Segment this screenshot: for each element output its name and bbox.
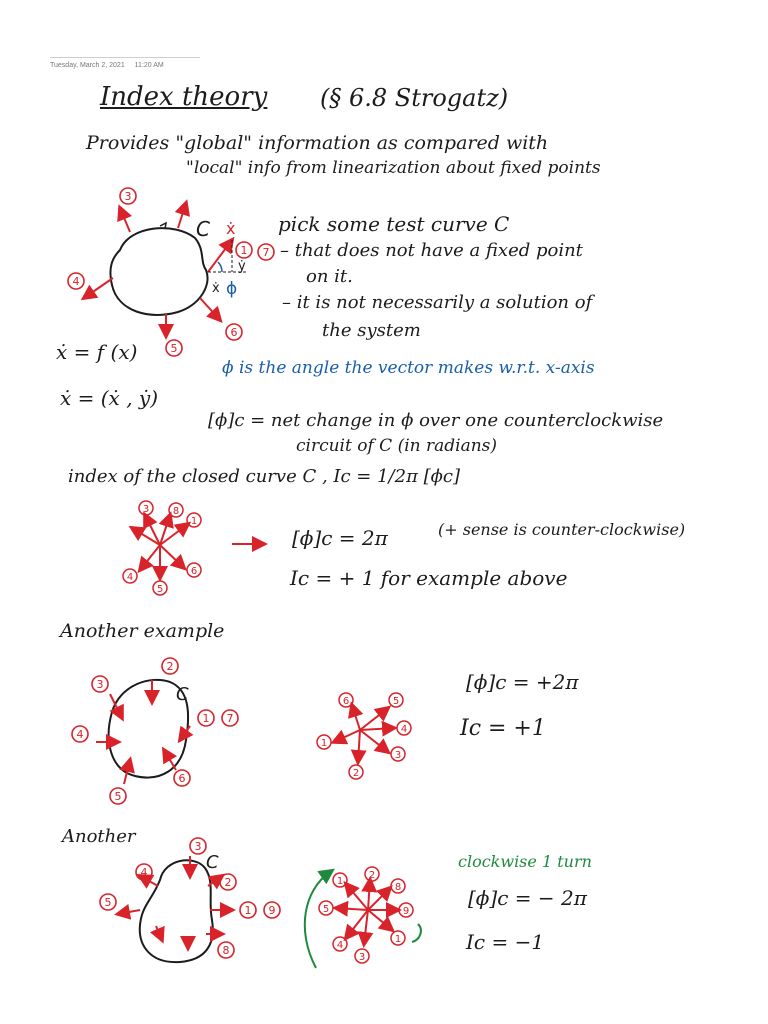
not-solution-text: – it is not necessarily a solution of <box>282 292 593 313</box>
circled-number <box>365 867 379 881</box>
svg-text:1: 1 <box>244 904 252 917</box>
circled-number <box>333 937 347 951</box>
page-title: Index theory <box>100 82 268 112</box>
circled-number <box>123 569 137 583</box>
circled-number <box>166 340 182 356</box>
circled-number <box>136 864 152 880</box>
circled-number <box>153 581 167 595</box>
vector-arrow <box>200 298 220 320</box>
svg-text:4: 4 <box>400 724 408 735</box>
phi-angle-arc <box>218 262 222 272</box>
svg-text:2: 2 <box>352 768 360 779</box>
svg-text:6: 6 <box>342 696 350 707</box>
circled-number <box>389 693 403 707</box>
vector-arrow <box>120 208 130 232</box>
page-date: Tuesday, March 2, 2021 <box>50 62 125 69</box>
svg-text:3: 3 <box>96 678 104 691</box>
vector-star-2 <box>317 693 411 779</box>
circled-number <box>68 273 84 289</box>
circled-number <box>174 770 190 786</box>
svg-text:1: 1 <box>394 934 402 945</box>
svg-text:5: 5 <box>156 584 164 595</box>
circled-number <box>187 563 201 577</box>
svg-text:3: 3 <box>194 840 202 853</box>
svg-text:2: 2 <box>224 876 232 889</box>
svg-text:6: 6 <box>178 772 186 785</box>
svg-text:5: 5 <box>104 896 112 909</box>
svg-text:5: 5 <box>114 790 122 803</box>
svg-text:7: 7 <box>226 712 234 725</box>
circled-number <box>226 324 242 340</box>
curve-diagram-1 <box>68 188 274 356</box>
curve-diagram-2 <box>72 658 238 804</box>
circled-number <box>391 879 405 893</box>
clockwise-tick <box>412 924 421 942</box>
circled-number <box>72 726 88 742</box>
circled-number <box>162 658 178 674</box>
svg-text:2: 2 <box>166 660 174 673</box>
svg-text:4: 4 <box>336 940 344 951</box>
circled-number <box>264 902 280 918</box>
curve-label-c: C <box>176 684 189 705</box>
circled-number <box>169 503 183 517</box>
svg-text:1: 1 <box>190 516 198 527</box>
svg-text:4: 4 <box>72 275 80 288</box>
xdot-small-label: ẋ <box>212 281 220 296</box>
svg-text:5: 5 <box>392 696 400 707</box>
vector-star-3 <box>305 867 421 968</box>
svg-text:1: 1 <box>320 738 328 749</box>
circled-number <box>319 901 333 915</box>
circled-number <box>258 244 274 260</box>
svg-text:3: 3 <box>124 190 132 203</box>
circled-number <box>339 693 353 707</box>
circled-number <box>391 931 405 945</box>
curve-label-c: C <box>206 852 219 873</box>
circled-number <box>190 838 206 854</box>
circled-number <box>236 242 252 258</box>
another-example-heading: Another example <box>60 620 225 642</box>
circled-number <box>399 903 413 917</box>
phi-definition: ϕ is the angle the vector makes w.r.t. x-axis <box>222 358 595 378</box>
pick-curve-text: pick some test curve C <box>278 212 510 236</box>
system-equation: ẋ = f (x) <box>56 340 138 364</box>
page-time: 11:20 AM <box>134 62 164 69</box>
example3-result: [ϕ]c = − 2π <box>468 886 587 910</box>
xdot-definition: ẋ = (ẋ , ẏ) <box>60 386 159 410</box>
test-curve-c <box>110 228 207 315</box>
circled-number <box>139 501 153 515</box>
svg-text:6: 6 <box>230 326 238 339</box>
svg-text:5: 5 <box>322 904 330 915</box>
clockwise-arrow <box>305 872 330 968</box>
example1-index: Ic = + 1 for example above <box>290 566 568 590</box>
svg-text:6: 6 <box>190 566 198 577</box>
curve-diagram-3 <box>100 838 280 962</box>
svg-text:4: 4 <box>140 866 148 879</box>
svg-text:4: 4 <box>126 572 134 583</box>
circled-number <box>198 710 214 726</box>
svg-text:3: 3 <box>142 504 150 515</box>
circled-number <box>100 894 116 910</box>
net-change-text-2: circuit of C (in radians) <box>296 436 498 456</box>
svg-text:2: 2 <box>368 870 376 881</box>
circled-number <box>120 188 136 204</box>
circled-number <box>187 513 201 527</box>
example1-result: [ϕ]c = 2π <box>292 526 388 550</box>
no-fixed-point-text: – that does not have a fixed point <box>280 240 583 261</box>
intro-line-1: Provides "global" information as compared with <box>86 132 549 154</box>
svg-text:7: 7 <box>262 246 270 259</box>
curve-label-c: C <box>196 217 210 241</box>
phi-label: ϕ <box>226 279 238 299</box>
circled-number <box>220 874 236 890</box>
example2-index: Ic = +1 <box>460 716 546 741</box>
svg-text:8: 8 <box>394 882 402 893</box>
svg-text:1: 1 <box>336 876 344 887</box>
svg-text:1: 1 <box>202 712 210 725</box>
svg-text:8: 8 <box>222 944 230 957</box>
intro-line-2: "local" info from linearization about fixed points <box>186 158 601 178</box>
svg-text:4: 4 <box>76 728 84 741</box>
vector-arrow <box>178 203 186 228</box>
circled-number <box>218 942 234 958</box>
circled-number <box>349 765 363 779</box>
circled-number <box>317 735 331 749</box>
not-solution-text-2: the system <box>322 320 421 341</box>
no-fixed-point-text-2: on it. <box>306 266 353 287</box>
net-change-text: [ϕ]c = net change in ϕ over one counterclockwise <box>208 410 664 431</box>
svg-text:9: 9 <box>402 906 410 917</box>
circled-number <box>110 788 126 804</box>
circled-number <box>355 949 369 963</box>
clockwise-turn-text: clockwise 1 turn <box>458 852 592 871</box>
svg-text:8: 8 <box>172 506 180 517</box>
example1-note: (+ sense is counter-clockwise) <box>438 520 686 539</box>
circled-number <box>333 873 347 887</box>
circled-number <box>240 902 256 918</box>
circled-number <box>92 676 108 692</box>
vector-arrow <box>208 240 232 272</box>
example3-index: Ic = −1 <box>466 930 545 954</box>
svg-text:9: 9 <box>268 904 276 917</box>
another-heading: Another <box>62 826 136 847</box>
index-definition: index of the closed curve C , Ic = 1/2π [ϕc] <box>68 466 461 487</box>
svg-text:3: 3 <box>394 750 402 761</box>
circled-number <box>397 721 411 735</box>
vector-arrow <box>84 278 113 298</box>
svg-text:5: 5 <box>170 342 178 355</box>
reference: (§ 6.8 Strogatz) <box>320 84 509 112</box>
circled-number <box>222 710 238 726</box>
vector-star-1 <box>123 501 201 595</box>
circled-number <box>391 747 405 761</box>
example2-result: [ϕ]c = +2π <box>466 670 579 694</box>
svg-text:1: 1 <box>240 244 248 257</box>
xdot-label: ẋ <box>226 219 236 238</box>
svg-text:3: 3 <box>358 952 366 963</box>
ydot-label: ẏ <box>238 259 246 274</box>
